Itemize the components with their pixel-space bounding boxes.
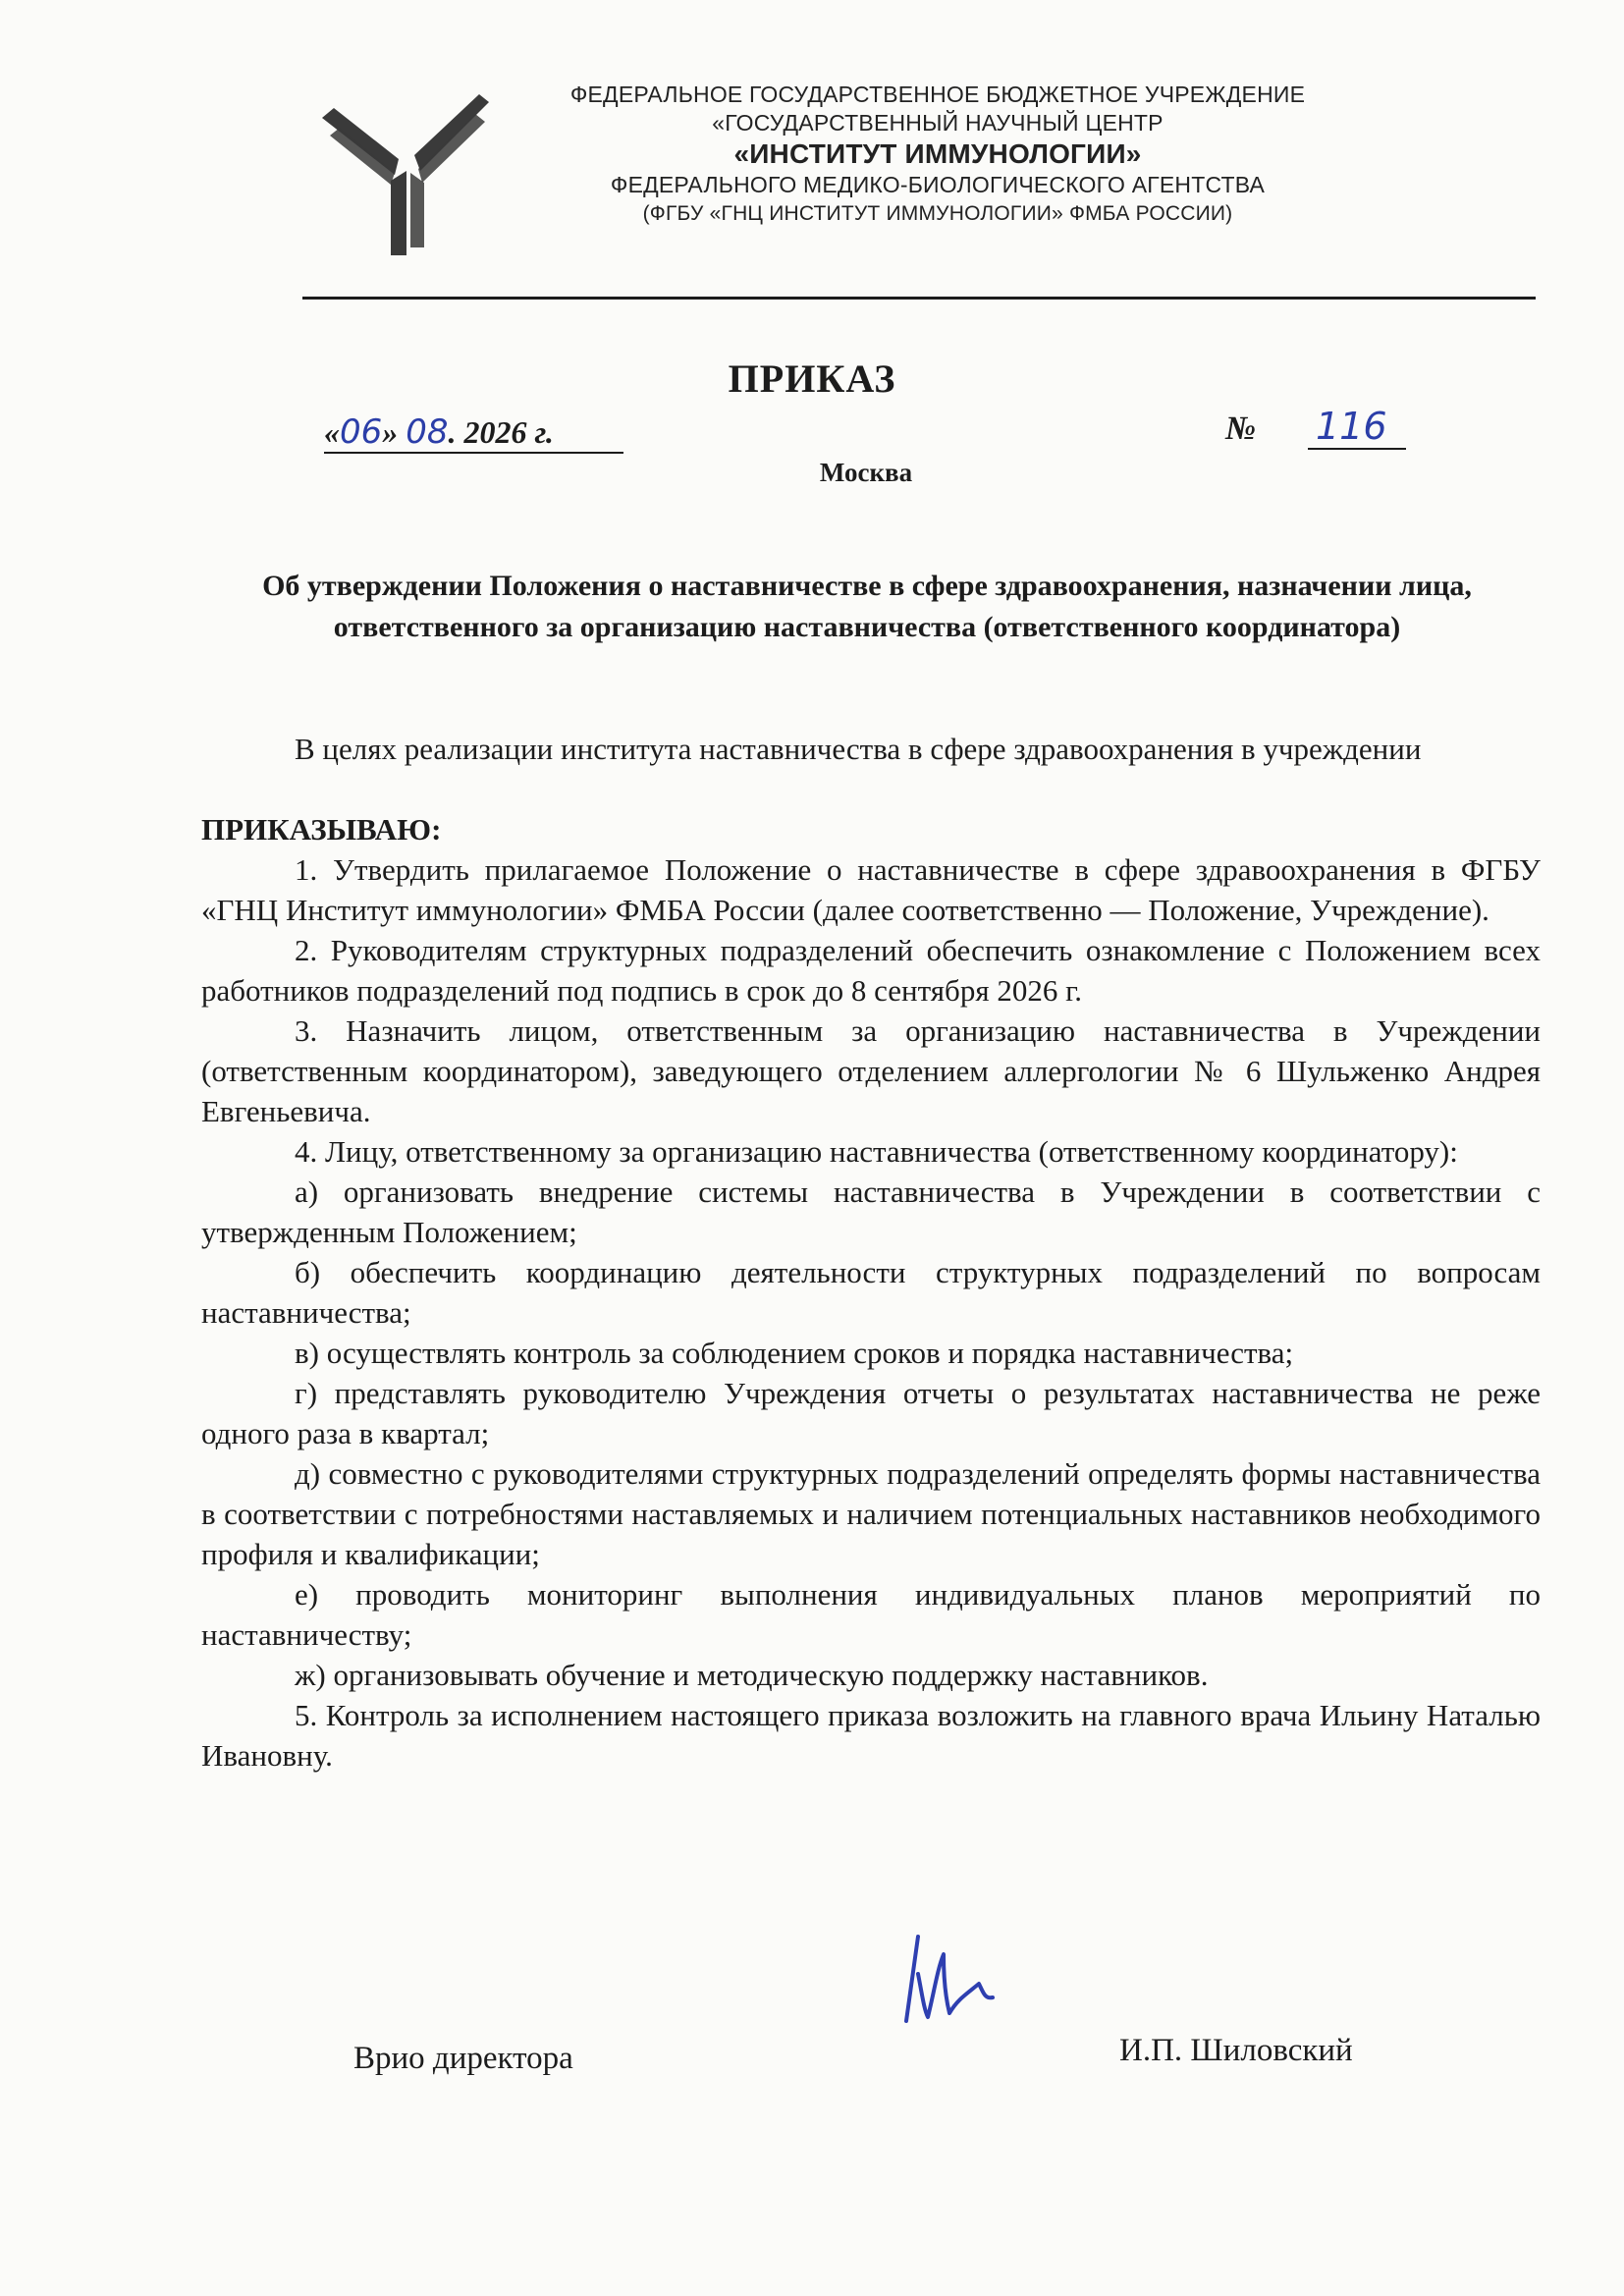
date-close-quote: » [382,414,399,450]
order-subject: Об утверждении Положения о наставничестве в сфере здравоохранения, назначении лица, ответственного за организацию наставничества (ответственного координатора) [262,570,1472,643]
order-number-label: № [1225,410,1257,447]
organization-header [511,81,1365,228]
subitem-zh: ж) организовывать обучение и методическую поддержку наставников. [295,1658,1209,1692]
order-number-value: 116 [1316,405,1387,448]
preamble: В целях реализации института наставничества в сфере здравоохранения в учреждении [295,732,1422,766]
signer-position: Врио директора [353,2041,573,2076]
date-year: . 2026 г. [448,414,554,450]
org-line-5: (ФГБУ «ГНЦ ИНСТИТУТ ИММУНОЛОГИИ» ФМБА РОССИИ) [642,202,1233,225]
org-line-2: «ГОСУДАРСТВЕННЫЙ НАУЧНЫЙ ЦЕНТР [712,110,1164,136]
date-underline [324,452,623,454]
institute-logo-icon [312,90,499,257]
subitem-b: б) обеспечить координацию деятельности структурных подразделений по вопросам наставничества; [201,1255,1541,1330]
subitem-d: д) совместно с руководителями структурных подразделений определять формы наставничества в соответствии с потребностями наставляемых и наличием потенциальных наставников необходимого профиля и квалификации; [201,1456,1541,1571]
date-day: 06 [340,412,383,452]
order-title: ПРИКАЗ [728,356,896,401]
order-item-4: 4. Лицу, ответственному за организацию наставничества (ответственному координатору): [295,1134,1458,1169]
spacer [201,769,1541,809]
subitem-a: а) организовать внедрение системы наставничества в Учреждении в соответствии с утвержденным Положением; [201,1175,1541,1249]
order-city: Москва [819,458,913,487]
org-line-1: ФЕДЕРАЛЬНОЕ ГОСУДАРСТВЕННОЕ БЮДЖЕТНОЕ УЧРЕЖДЕНИЕ [569,82,1306,107]
order-word: ПРИКАЗЫВАЮ: [201,812,442,847]
date-month: 08 [406,412,449,452]
header-divider [302,297,1536,300]
number-underline [1308,448,1406,450]
order-item-2: 2. Руководителям структурных подразделений обеспечить ознакомление с Положением всех работников подразделений под подпись в срок до 8 сентября 2026 г. [201,933,1541,1008]
subitem-v: в) осуществлять контроль за соблюдением сроков и порядка наставничества; [295,1336,1294,1370]
order-item-1: 1. Утвердить прилагаемое Положение о наставничестве в сфере здравоохранения в ФГБУ «ГНЦ Институт иммунологии» ФМБА России (далее соответственно — Положение, Учреждение). [201,852,1541,927]
org-line-4: ФЕДЕРАЛЬНОГО МЕДИКО-БИОЛОГИЧЕСКОГО АГЕНТСТВА [610,172,1266,197]
date-open-quote: « [324,414,340,450]
subitem-g: г) представлять руководителю Учреждения отчеты о результатах наставничества не реже одного раза в квартал; [201,1376,1541,1450]
signer-name: И.П. Шиловский [1119,2033,1353,2068]
subitem-e: е) проводить мониторинг выполнения индивидуальных планов мероприятий по наставничеству; [201,1577,1541,1652]
handwritten-signature-icon [889,1915,1016,2033]
order-item-3: 3. Назначить лицом, ответственным за организацию наставничества в Учреждении (ответственным координатором), заведующего отделением аллергологии № 6 Шульженко Андрея Евгеньевича. [201,1013,1541,1128]
order-item-5: 5. Контроль за исполнением настоящего приказа возложить на главного врача Ильину Наталью Ивановну. [201,1698,1541,1773]
org-line-3: «ИНСТИТУТ ИММУНОЛОГИИ» [733,138,1142,169]
order-date [324,412,554,452]
order-body [201,729,1541,1776]
